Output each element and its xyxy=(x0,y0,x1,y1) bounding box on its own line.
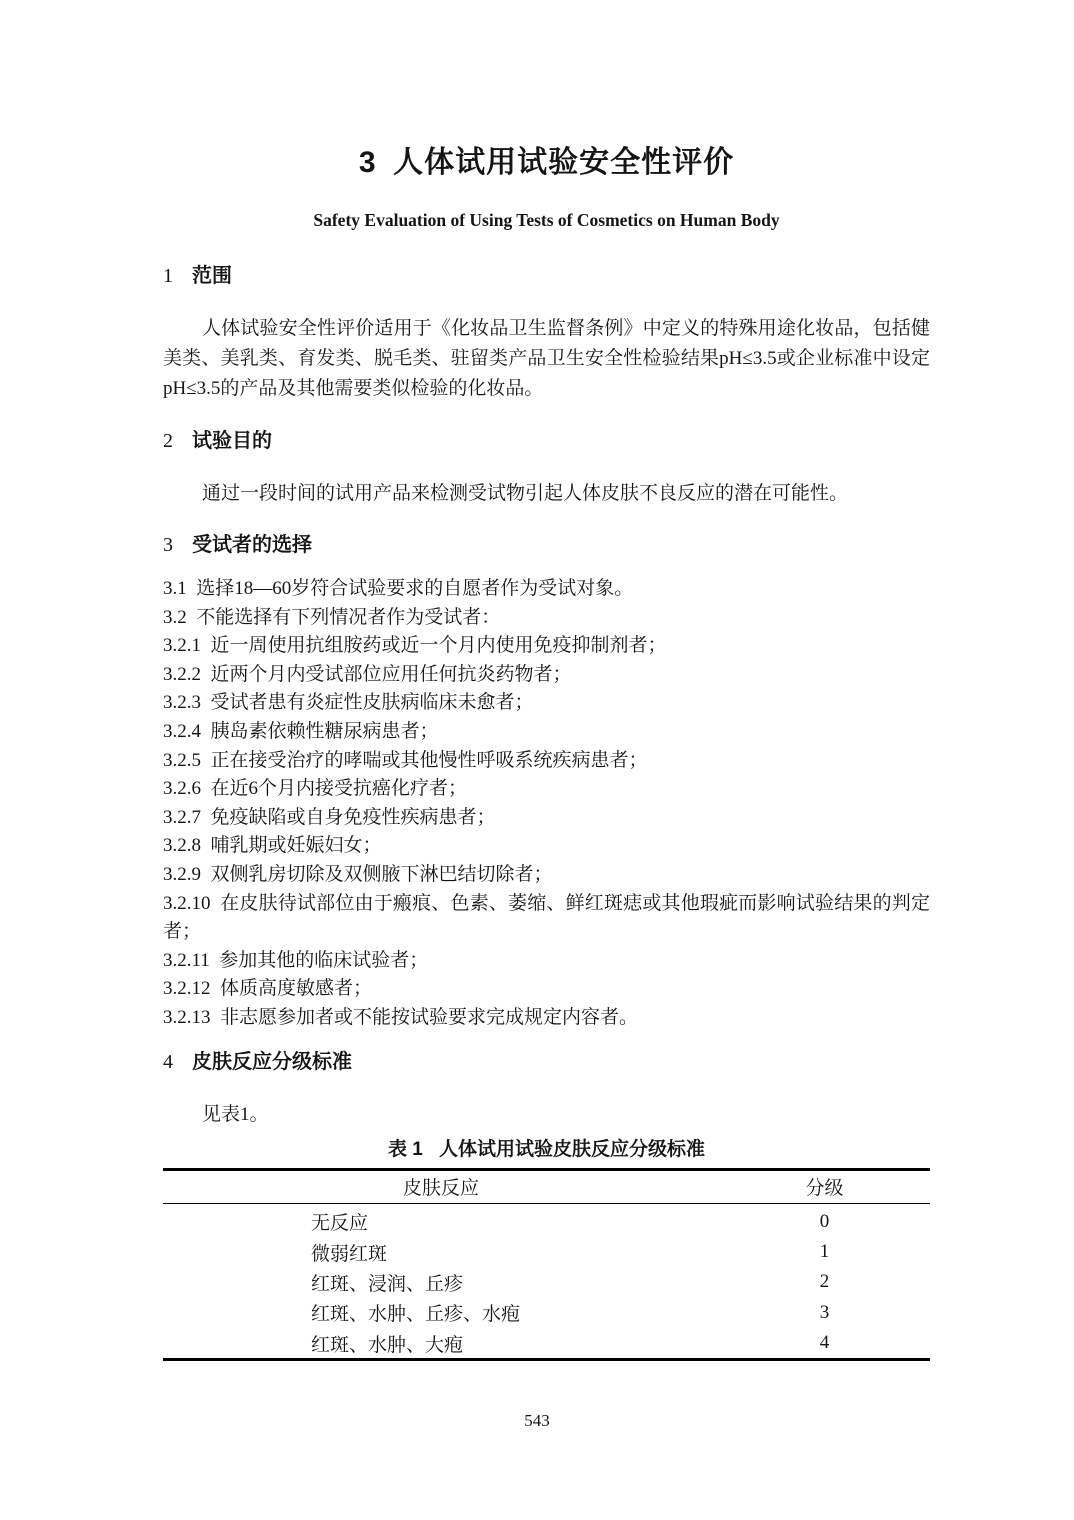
clause-number: 3.2.9 xyxy=(163,863,201,885)
table-row xyxy=(163,1267,930,1297)
section-heading xyxy=(163,428,930,454)
body-paragraph: 通过一段时间的试用产品来检测受试物引起人体皮肤不良反应的潜在可能性。 xyxy=(201,483,848,504)
clause-number: 3.2.11 xyxy=(163,949,210,971)
page-number: 543 xyxy=(524,1411,550,1431)
section-scope xyxy=(163,263,930,404)
clause-text: 近两个月内受试部位应用任何抗炎药物者； xyxy=(210,663,572,685)
clause-item xyxy=(163,775,930,804)
clause-item xyxy=(163,718,930,747)
section-number: 4 xyxy=(163,1050,173,1073)
section-heading xyxy=(163,1049,930,1075)
clause-number: 3.2.12 xyxy=(163,978,211,1000)
clause-number: 3.2.1 xyxy=(163,635,201,657)
section-heading-text: 皮肤反应分级标准 xyxy=(192,1050,352,1073)
table-row xyxy=(163,1203,930,1237)
section-skin-reaction-grading xyxy=(163,1049,930,1130)
clause-number: 3.2.4 xyxy=(163,720,201,742)
clause-item xyxy=(163,632,930,661)
clause-number: 3.2 xyxy=(163,606,187,628)
table-caption-text: 人体试用试验皮肤反应分级标准 xyxy=(438,1138,705,1160)
clause-item xyxy=(163,1004,930,1033)
section-test-purpose xyxy=(163,428,930,509)
grade-cell: 4 xyxy=(819,1332,830,1354)
section-subject-selection xyxy=(163,532,930,1033)
table-caption-label: 表 1 xyxy=(387,1138,423,1160)
reaction-cell: 红斑、浸润、丘疹 xyxy=(311,1273,464,1295)
section-heading-text: 范围 xyxy=(192,265,232,287)
clause-number: 3.2.2 xyxy=(163,663,201,685)
document-subtitle-english: Safety Evaluation of Using Tests of Cosmetics on Human Body xyxy=(313,210,780,230)
reaction-cell: 红斑、水肿、丘疹、水疱 xyxy=(311,1304,521,1326)
reaction-cell: 微弱红斑 xyxy=(311,1243,388,1265)
clause-item xyxy=(163,975,930,1004)
clause-number: 3.2.10 xyxy=(163,892,211,914)
clause-number: 3.2.5 xyxy=(163,749,201,771)
section-number: 2 xyxy=(163,430,173,452)
section-heading xyxy=(163,532,930,558)
clause-text: 体质高度敏感者； xyxy=(220,978,373,1000)
grade-cell: 2 xyxy=(819,1271,830,1293)
clause-number: 3.2.6 xyxy=(163,778,201,800)
clause-text: 正在接受治疗的哮喘或其他慢性呼吸系统疾病患者； xyxy=(210,749,648,771)
section-heading-text: 试验目的 xyxy=(192,430,272,452)
body-paragraph: 人体试验安全性评价适用于《化妆品卫生监督条例》中定义的特殊用途化妆品，包括健美类、美乳类、育发类、脱毛类、驻留类产品卫生安全性检验结果pH≤3.5或企业标准中设定pH≤3.5的产品及其他需要类似检验的化妆品。 xyxy=(163,318,930,399)
clause-item xyxy=(163,575,930,604)
clause-item xyxy=(163,604,930,633)
clause-list xyxy=(163,575,930,1033)
grade-cell: 3 xyxy=(819,1301,830,1323)
clause-text: 在皮肤待试部位由于瘢痕、色素、萎缩、鲜红斑痣或其他瑕疵而影响试验结果的判定者； xyxy=(163,892,930,943)
section-number: 3 xyxy=(163,534,173,556)
clause-text: 免疫缺陷或自身免疫性疾病患者； xyxy=(210,806,496,828)
reaction-cell: 无反应 xyxy=(311,1213,369,1235)
table-row xyxy=(163,1237,930,1267)
document-title-number: 3 xyxy=(358,146,377,179)
column-header-grade: 分级 xyxy=(719,1169,930,1203)
clause-item xyxy=(163,861,930,890)
clause-number: 3.2.13 xyxy=(163,1006,211,1028)
clause-text: 双侧乳房切除及双侧腋下淋巴结切除者； xyxy=(210,863,553,885)
clause-item xyxy=(163,689,930,718)
document-title-text: 人体试用试验安全性评价 xyxy=(393,146,735,179)
clause-text: 近一周使用抗组胺药或近一个月内使用免疫抑制剂者； xyxy=(210,635,667,657)
table-row xyxy=(163,1298,930,1328)
clause-item xyxy=(163,832,930,861)
clause-number: 3.2.3 xyxy=(163,692,201,714)
section-number: 1 xyxy=(163,265,173,287)
clause-text: 在近6个月内接受抗癌化疗者； xyxy=(210,778,468,800)
column-header-reaction: 皮肤反应 xyxy=(163,1169,719,1203)
skin-reaction-grading-table xyxy=(163,1168,930,1362)
table-caption xyxy=(163,1137,930,1163)
clause-number: 3.2.8 xyxy=(163,835,201,857)
reaction-cell: 红斑、水肿、大疱 xyxy=(311,1334,464,1356)
clause-number: 3.1 xyxy=(163,578,187,599)
grade-cell: 1 xyxy=(819,1241,830,1263)
body-paragraph: 见表1。 xyxy=(201,1103,269,1125)
clause-number: 3.2.7 xyxy=(163,806,201,828)
clause-text: 受试者患有炎症性皮肤病临床未愈者； xyxy=(210,692,534,714)
clause-text: 非志愿参加者或不能按试验要求完成规定内容者。 xyxy=(220,1006,639,1028)
section-heading-text: 受试者的选择 xyxy=(192,534,312,556)
table-row xyxy=(163,1328,930,1360)
clause-text: 选择18—60岁符合试验要求的自愿者作为受试对象。 xyxy=(196,578,634,599)
clause-text: 不能选择有下列情况者作为受试者： xyxy=(196,606,501,628)
clause-item xyxy=(163,947,930,976)
clause-item xyxy=(163,747,930,776)
grade-cell: 0 xyxy=(819,1210,830,1232)
document-title xyxy=(163,0,930,183)
clause-item xyxy=(163,890,930,947)
table-header-row xyxy=(163,1169,930,1203)
clause-item xyxy=(163,661,930,690)
clause-item xyxy=(163,804,930,833)
clause-text: 哺乳期或妊娠妇女； xyxy=(210,835,382,857)
section-heading xyxy=(163,263,930,289)
clause-text: 胰岛素依赖性糖尿病患者； xyxy=(210,720,439,742)
clause-text: 参加其他的临床试验者； xyxy=(219,949,429,971)
